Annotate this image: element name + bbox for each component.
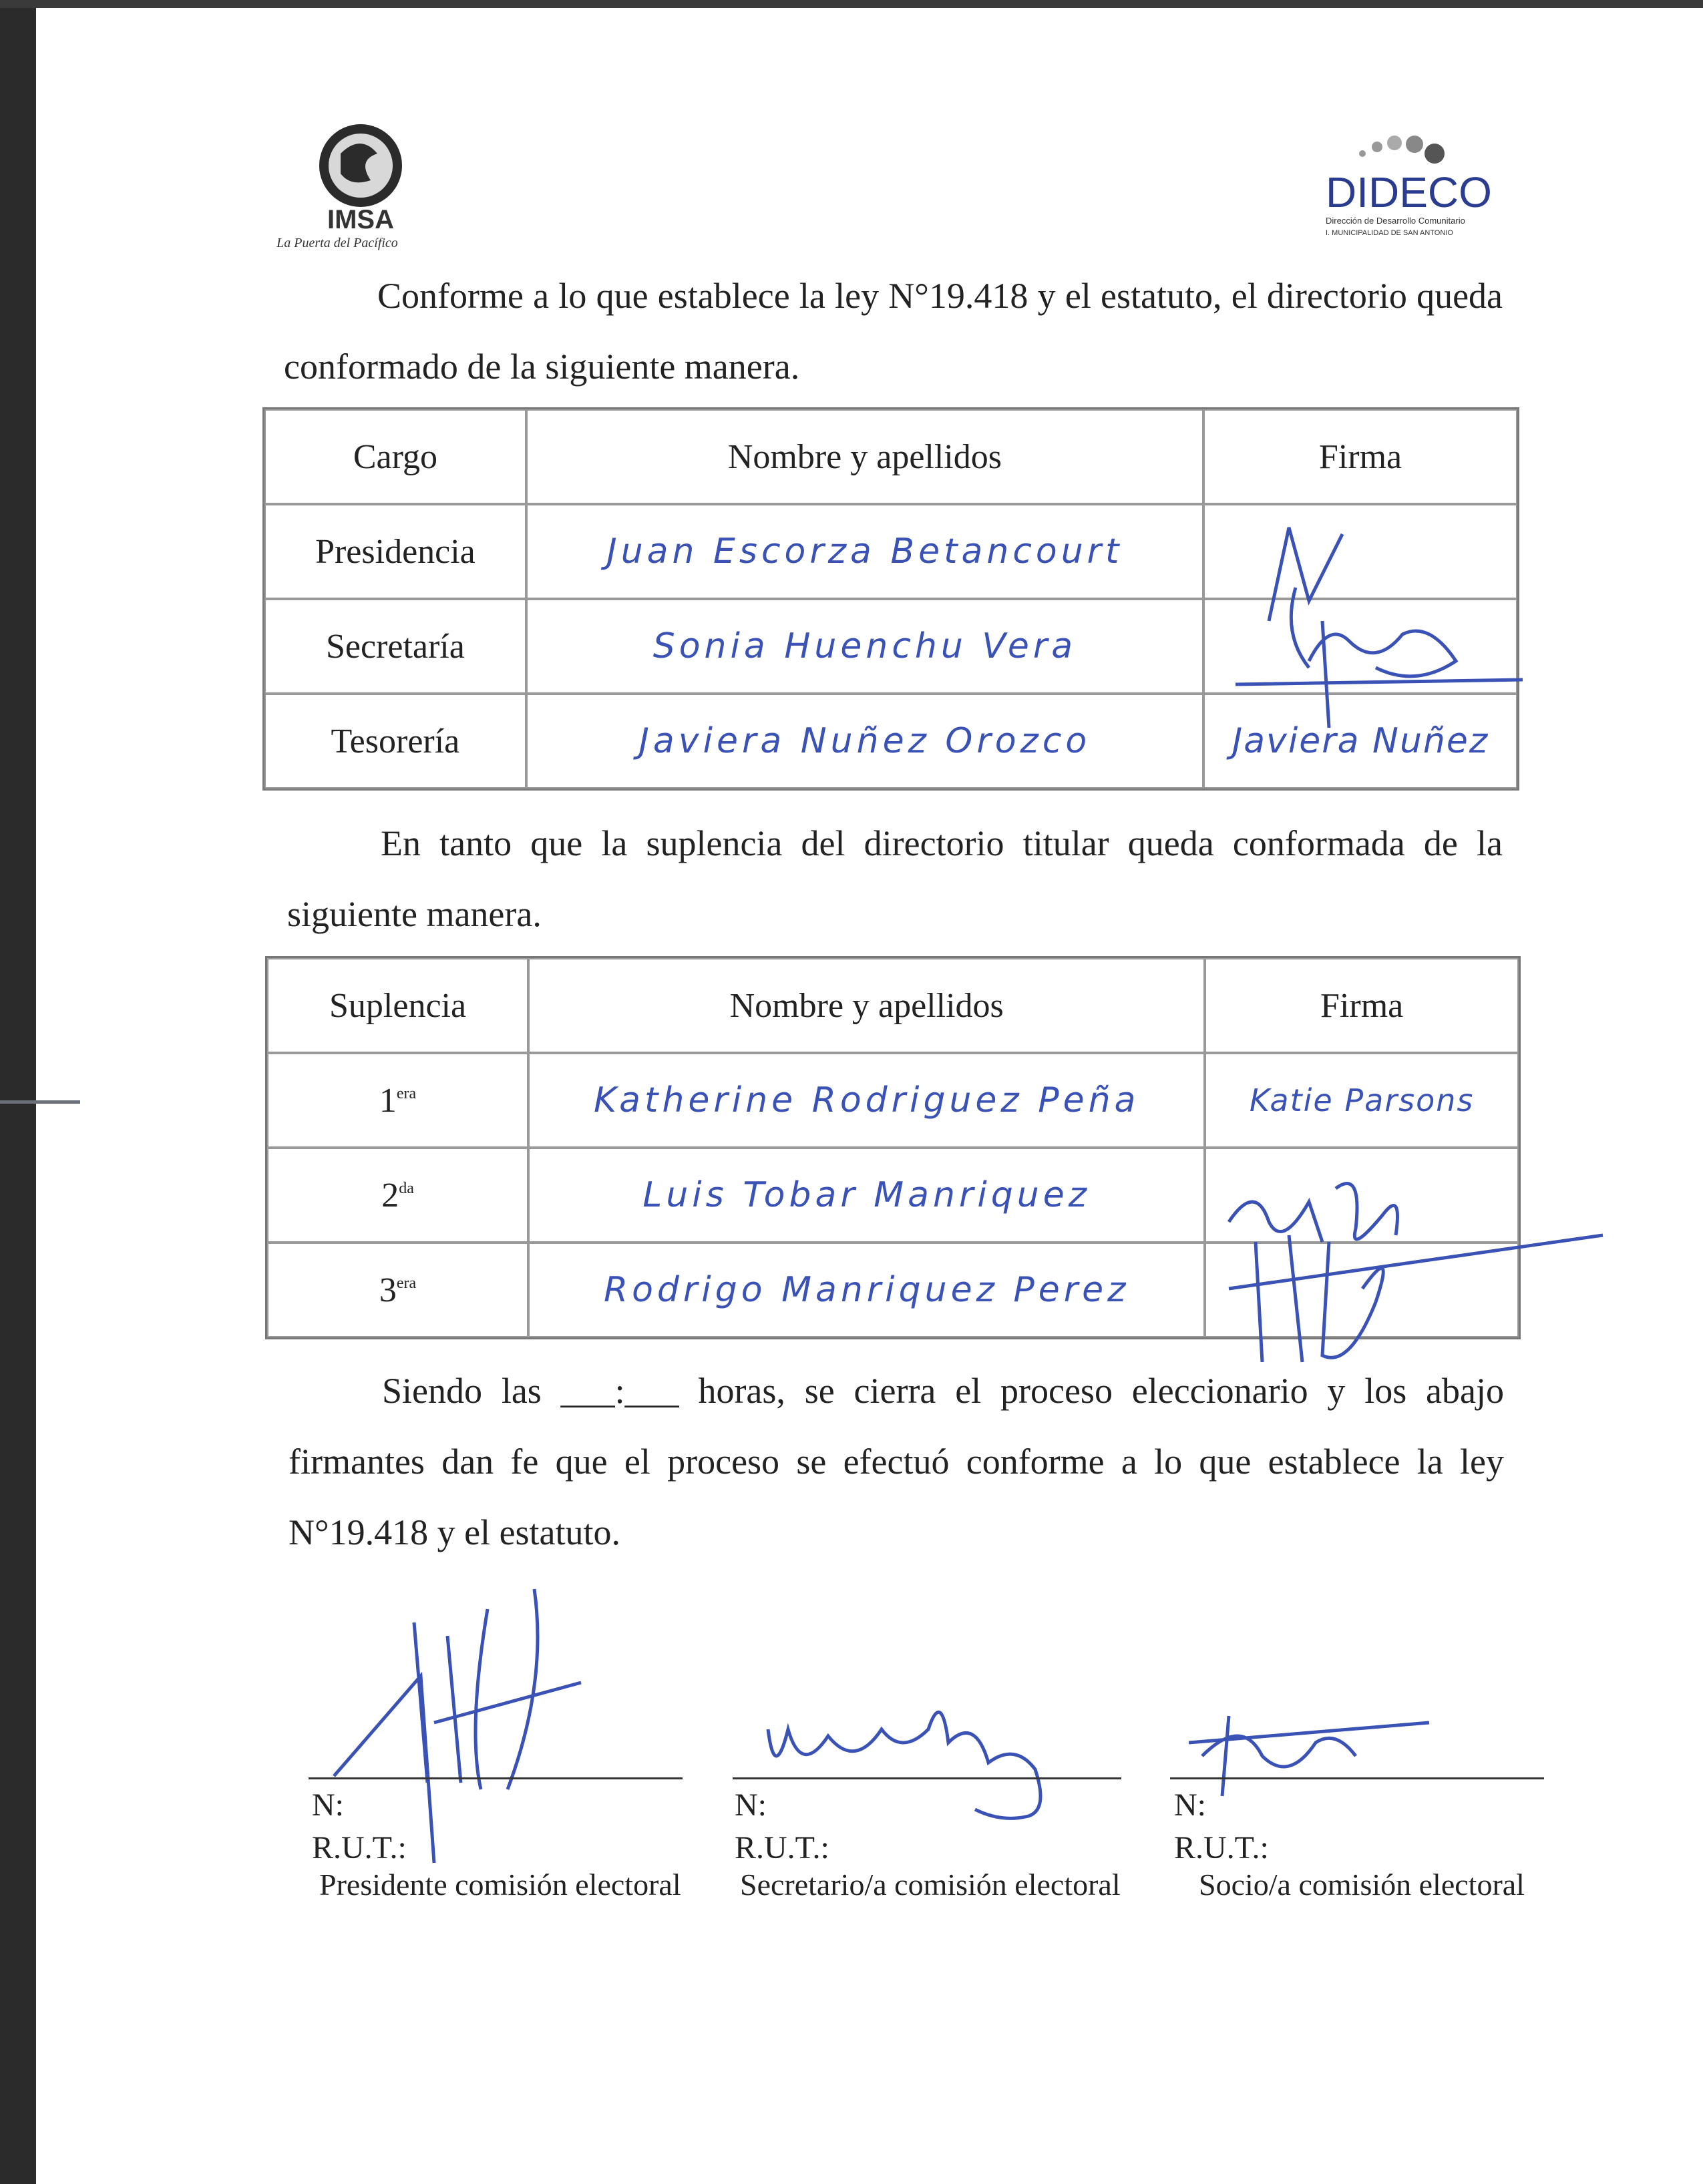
ordinal-number: 3	[379, 1271, 397, 1309]
intro-paragraph: Conforme a lo que establece la ley N°19.418 y el estatuto, el directorio queda conformado de la siguiente manera.	[284, 276, 1503, 387]
handwritten-name: Javiera Nuñez Orozco	[526, 694, 1203, 789]
scan-edge	[0, 0, 36, 2184]
sig-n-label: N:	[1174, 1787, 1206, 1823]
ordinal-suffix: da	[399, 1179, 414, 1197]
sig-rut-label: R.U.T.:	[1174, 1830, 1269, 1866]
header-firma: Firma	[1205, 958, 1519, 1053]
signature-cell: Katie Parsons	[1205, 1053, 1519, 1148]
sig-rut-label: R.U.T.:	[312, 1830, 407, 1866]
ordinal-suffix: era	[396, 1084, 417, 1102]
dideco-sub1: Dirección de Desarrollo Comunitario	[1326, 216, 1465, 226]
imsa-logo	[267, 114, 454, 254]
handwritten-name: Sonia Huenchu Vera	[526, 599, 1203, 694]
sig-rut-label: R.U.T.:	[735, 1830, 829, 1866]
handwritten-name: Katherine Rodriguez Peña	[528, 1053, 1205, 1148]
imsa-motto: La Puerta del Pacífico	[276, 236, 398, 250]
dideco-sub2: I. MUNICIPALIDAD DE SAN ANTONIO	[1326, 229, 1453, 237]
cargo-cell: Secretaría	[264, 599, 526, 694]
signature-cell: Javiera Nuñez	[1203, 694, 1517, 789]
signature-line	[733, 1777, 1121, 1779]
dideco-logo	[1322, 134, 1496, 247]
sig-role: Socio/a comisión electoral	[1199, 1868, 1525, 1902]
header-cargo: Cargo	[264, 409, 526, 504]
table-row	[267, 1053, 1519, 1148]
header-nombre: Nombre y apellidos	[526, 409, 1203, 504]
suplencia-num	[267, 1053, 528, 1148]
cargo-cell: Tesorería	[264, 694, 526, 789]
handwritten-name: Juan Escorza Betancourt	[526, 504, 1203, 599]
header-firma: Firma	[1203, 409, 1517, 504]
scan-mark	[0, 1100, 80, 1104]
sig-n-label: N:	[735, 1787, 767, 1823]
scan-top-edge	[0, 0, 1703, 8]
signature-block-secretario	[735, 1784, 829, 1870]
signature-block-presidente	[312, 1784, 407, 1870]
dideco-logo-text: DIDECO	[1326, 168, 1492, 216]
ordinal-number: 1	[379, 1081, 397, 1120]
signature-block-socio	[1174, 1784, 1269, 1870]
table-header-row	[267, 958, 1519, 1053]
signature-line	[1170, 1777, 1544, 1779]
signature-drawing	[1215, 1162, 1616, 1382]
header-suplencia: Suplencia	[267, 958, 528, 1053]
sig-role: Secretario/a comisión electoral	[740, 1868, 1121, 1902]
suplencia-paragraph: En tanto que la suplencia del directorio titular queda conformada de la siguiente manera.	[287, 823, 1503, 934]
imsa-logo-text: IMSA	[327, 205, 394, 234]
signature-line	[309, 1777, 683, 1779]
header-nombre: Nombre y apellidos	[528, 958, 1205, 1053]
ordinal-number: 2	[381, 1176, 399, 1215]
handwritten-name: Rodrigo Manriquez Perez	[528, 1243, 1205, 1337]
suplencia-num	[267, 1148, 528, 1243]
sig-n-label: N:	[312, 1787, 344, 1823]
cargo-cell: Presidencia	[264, 504, 526, 599]
ordinal-suffix: era	[396, 1274, 417, 1292]
signature-drawing	[1229, 507, 1536, 748]
sig-role: Presidente comisión electoral	[319, 1868, 681, 1902]
handwritten-name: Luis Tobar Manriquez	[528, 1148, 1205, 1243]
suplencia-num	[267, 1243, 528, 1337]
closing-paragraph: Siendo las ___:___ horas, se cierra el proceso eleccionario y los abajo firmantes dan fe que el proceso se efectuó conforme a lo que establece la ley N°19.418 y el estatuto.	[289, 1371, 1504, 1552]
table-header-row	[264, 409, 1517, 504]
